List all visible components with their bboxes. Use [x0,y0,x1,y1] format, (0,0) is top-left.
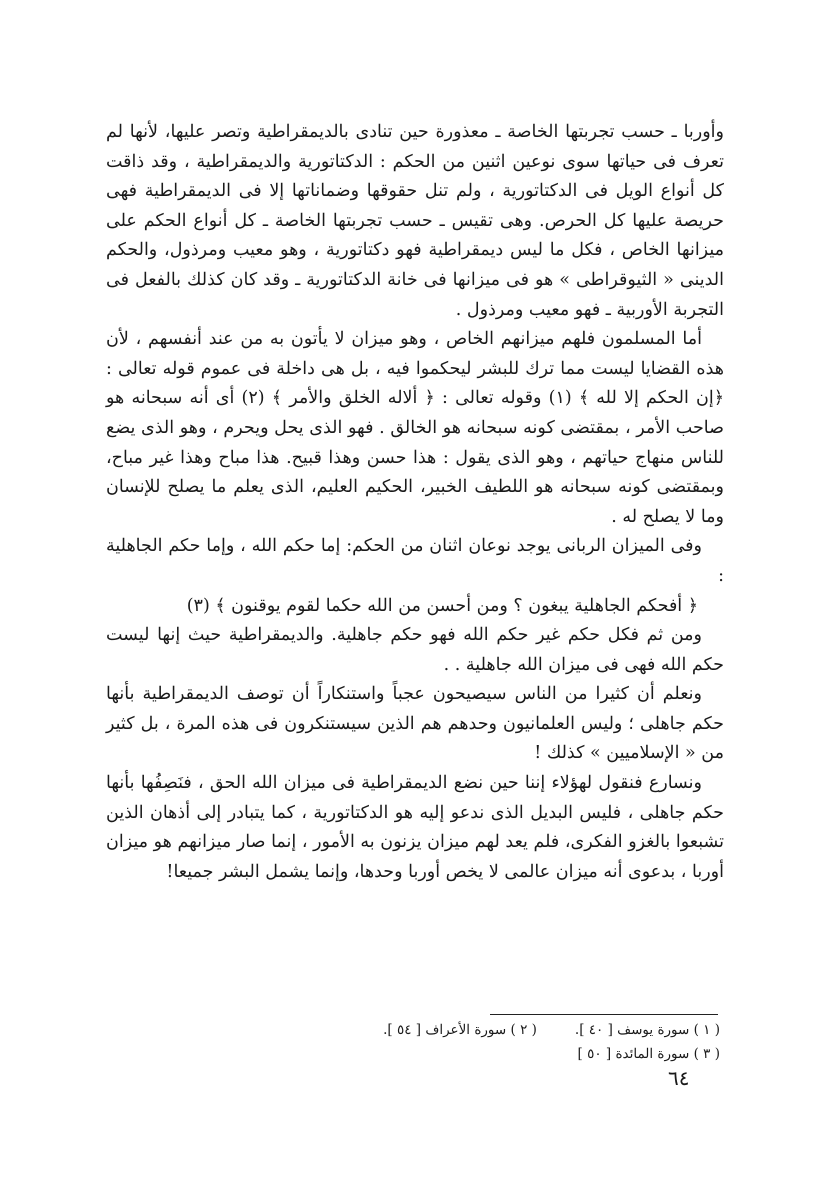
paragraph-6: ونسارع فنقول لهؤلاء إننا حين نضع الديمقراطية فى ميزان الله الحق ، فنَصِفُها بأنها حكم جاهلى ، فليس البديل الذى ندعو إليه هو الدكتاتورية ، كما يتبادر إلى أذهان الذين تشبعوا بالغزو الفكرى، فلم يعد لهم ميزان يزنون به الأمور ، إنما صار ميزانهم هو ميزان أوربا ، بدعوى أنه ميزان عالمى لا يخص أوربا وحدها، وإنما يشمل البشر جميعا! [106,773,724,882]
footnote-divider [490,1014,718,1015]
footnote-1: ( ١ ) سورة يوسف [ ٤٠ ]. [574,1022,720,1038]
page-number: ٦٤ [668,1066,690,1090]
paragraph-1: وأوربا ـ حسب تجربتها الخاصة ـ معذورة حين تنادى بالديمقراطية وتصر عليها، لأنها لم تعرف فى حياتها سوى نوعين اثنين من الحكم : الدكتاتورية والديمقراطية ، وقد ذاقت كل أنواع الويل فى الدكتاتورية ، ولم تنل حقوقها وضماناتها إلا فى الديمقراطية فهى حريصة عليها كل الحرص. وهى تقيس ـ حسب تجربتها الخاصة ـ كل أنواع الحكم على ميزانها الخاص ، فكل ما ليس ديمقراطية فهو دكتاتورية ، وهو معيب ومرذول، والحكم الدينى « الثيوقراطى » هو فى ميزانها فى خانة الدكتاتورية ـ وقد كان كذلك بالفعل فى التجربة الأوربية ـ فهو معيب ومرذول . [106,122,724,320]
footnote-row-2 [300,1042,720,1066]
paragraph-2: أما المسلمون فلهم ميزانهم الخاص ، وهو ميزان لا يأتون به من عند أنفسهم ، لأن هذه القضايا ليست مما ترك للبشر ليحكموا فيه ، بل هى داخلة فى عموم قوله تعالى : ﴿إن الحكم إلا لله ﴾ (١) وقوله تعالى : ﴿ ألاله الخلق والأمر ﴾ (٢) أى أنه سبحانه هو صاحب الأمر ، بمقتضى كونه سبحانه هو الخالق . فهو الذى يحل ويحرم ، وهو الذى يضع للناس منهاج حياتهم ، وهو الذى يقول : هذا حسن وهذا قبيح. هذا مباح وهذا غير مباح، وبمقتضى كونه سبحانه هو اللطيف الخبير، الحكيم العليم، الذى يعلم ما يصلح للإنسان وما لا يصلح له . [106,329,724,527]
quran-quote: ﴿ أفحكم الجاهلية يبغون ؟ ومن أحسن من الله حكما لقوم يوقنون ﴾ (٣) [186,595,698,616]
footnote-2: ( ٢ ) سورة الأعراف [ ٥٤ ]. [383,1022,537,1038]
paragraph-3: وفى الميزان الربانى يوجد نوعان اثنان من الحكم: إما حكم الله ، وإما حكم الجاهلية : [106,536,724,586]
footnote-row-1 [300,1018,720,1042]
paragraph-5: ونعلم أن كثيرا من الناس سيصيحون عجباً واستنكاراً أن توصف الديمقراطية بأنها حكم جاهلى ؛ وليس العلمانيون وحدهم هم الذين سيستنكرون فى هذه المرة ، بل كثير من « الإسلاميين » كذلك ! [106,684,724,764]
footnote-3: ( ٣ ) سورة المائدة [ ٥٠ ] [577,1046,720,1062]
body-text [106,118,724,887]
paragraph-4: ومن ثم فكل حكم غير حكم الله فهو حكم جاهلية. والديمقراطية حيث إنها ليست حكم الله فهى فى ميزان الله جاهلية . . [106,625,724,675]
footnotes [300,1018,720,1066]
